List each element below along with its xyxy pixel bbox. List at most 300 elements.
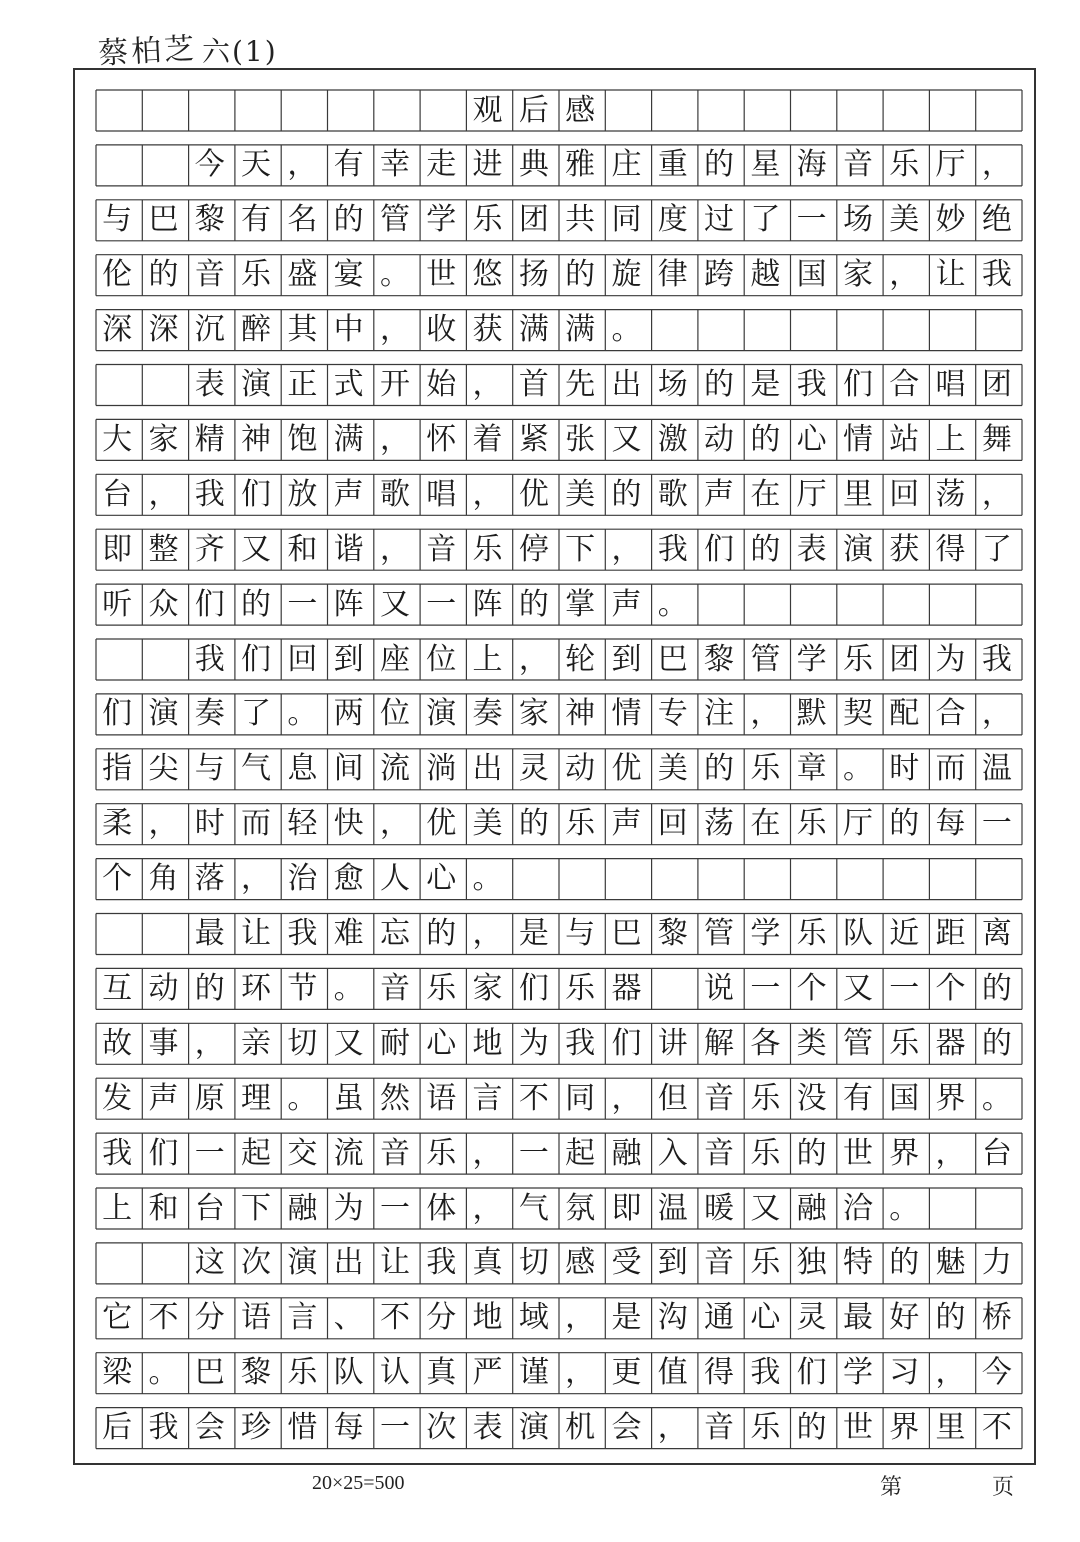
grid-char: 激	[657, 421, 688, 457]
grid-char: 节	[287, 970, 318, 1006]
grid-char	[94, 365, 140, 406]
grid-char: 有	[333, 147, 364, 183]
grid-char: 乐	[287, 1355, 318, 1391]
grid-char: 乐	[889, 147, 920, 183]
grid-char: 是	[750, 367, 781, 402]
grid-char: 阵	[472, 586, 503, 622]
grid-char: 巴	[611, 916, 642, 951]
grid-char: 乐	[750, 1410, 781, 1446]
grid-char: 典	[518, 147, 549, 183]
grid-char: 开	[379, 367, 410, 402]
grid-char: 的	[565, 257, 596, 293]
grid-char: 台	[194, 1190, 225, 1226]
grid-char: 位	[426, 641, 457, 677]
grid-char: 语	[241, 1300, 272, 1336]
grid-char: 融	[796, 1190, 827, 1226]
grid-char: 优	[611, 751, 642, 787]
grid-char	[418, 90, 464, 131]
grid-char: 心	[426, 861, 457, 897]
grid-char: 真	[472, 1245, 503, 1281]
grid-char: 然	[379, 1080, 410, 1116]
grid-char: 紧	[518, 421, 549, 457]
grid-char: 融	[611, 1135, 642, 1171]
grid-char: 了	[241, 696, 272, 732]
grid-char: 与	[565, 916, 596, 951]
grid-char: 一	[518, 1135, 549, 1171]
grid-char: 观	[472, 92, 503, 128]
grid-char: 动	[148, 970, 179, 1006]
grid-char: 乐	[472, 531, 503, 567]
grid-char: 深	[148, 312, 179, 348]
grid-char: 为	[518, 1025, 549, 1061]
grid-char: 。	[287, 1080, 318, 1116]
grid-char: 和	[287, 531, 318, 567]
grid-char: 温	[657, 1190, 688, 1226]
grid-char: 后	[518, 92, 549, 128]
grid-char: 声	[611, 806, 642, 842]
grid-char: 起	[565, 1135, 596, 1171]
grid-char: 我	[750, 1355, 781, 1391]
grid-char	[140, 914, 186, 955]
essay-grid	[94, 90, 1020, 1462]
grid-char: 独	[796, 1245, 827, 1281]
grid-char: 一	[379, 1410, 410, 1446]
grid-char: 乐	[426, 1135, 457, 1171]
grid-char: 音	[704, 1410, 735, 1446]
grid-char: 。	[657, 586, 688, 622]
grid-char: 发	[102, 1080, 133, 1116]
grid-char: 演	[518, 1410, 549, 1446]
grid-char: 是	[611, 1300, 642, 1336]
grid-char: 一	[750, 970, 781, 1006]
grid-char: 得	[935, 531, 966, 567]
grid-char: 们	[241, 476, 272, 512]
grid-char: 魅	[935, 1245, 966, 1281]
grid-char: 演	[842, 531, 873, 567]
grid-char: 们	[194, 586, 225, 622]
grid-char: 满	[565, 312, 596, 348]
grid-char: 越	[750, 257, 781, 293]
grid-char: 机	[565, 1410, 596, 1446]
grid-char: 力	[981, 1245, 1012, 1281]
grid-char: 解	[704, 1025, 735, 1061]
grid-char: 我	[148, 1410, 179, 1446]
grid-char: 的	[981, 1025, 1012, 1061]
grid-char: 乐	[842, 641, 873, 677]
grid-char: 优	[426, 806, 457, 842]
grid-char: 的	[981, 970, 1012, 1006]
grid-char: 唱	[935, 367, 966, 402]
grid-char: 团	[518, 202, 549, 238]
grid-char: 乐	[750, 1135, 781, 1171]
grid-char: 们	[704, 531, 735, 567]
grid-char: 到	[657, 1245, 688, 1281]
grid-char: ，	[379, 421, 410, 457]
grid-char: 更	[611, 1355, 642, 1391]
grid-char: 听	[102, 586, 133, 622]
grid-char: 温	[981, 751, 1012, 787]
grid-char: 快	[333, 806, 364, 842]
grid-char: 沟	[657, 1300, 688, 1336]
grid-char: 优	[518, 476, 549, 512]
grid-char: 了	[981, 531, 1012, 567]
grid-char: 乐	[472, 202, 503, 238]
grid-char: 暖	[704, 1190, 735, 1226]
grid-char: 的	[518, 806, 549, 842]
grid-char: 美	[565, 476, 596, 512]
grid-char: 黎	[657, 916, 688, 951]
grid-char: 饱	[287, 421, 318, 457]
grid-char: 我	[194, 641, 225, 677]
grid-char: 离	[981, 916, 1012, 951]
grid-char: 耐	[379, 1025, 410, 1061]
grid-char: 幸	[379, 147, 410, 183]
grid-char: 交	[287, 1135, 318, 1171]
grid-char: 域	[518, 1300, 549, 1336]
grid-char: 又	[750, 1190, 781, 1226]
grid-char: 不	[981, 1410, 1012, 1446]
grid-char: 位	[379, 696, 410, 732]
grid-char	[140, 145, 186, 186]
grid-char: ，	[565, 1355, 596, 1391]
grid-char: 场	[842, 202, 873, 238]
grid-char: 里	[935, 1410, 966, 1446]
grid-char: 环	[241, 970, 272, 1006]
grid-char: ，	[981, 147, 1012, 183]
grid-char: ，	[611, 1080, 642, 1116]
grid-char: 先	[565, 367, 596, 402]
grid-char: 而	[935, 751, 966, 787]
grid-char: 契	[842, 696, 873, 732]
grid-char: 世	[426, 257, 457, 293]
grid-char: 界	[889, 1135, 920, 1171]
grid-char: 值	[657, 1355, 688, 1391]
page-label-prefix: 第	[880, 1475, 903, 1500]
grid-char: 角	[148, 861, 179, 897]
grid-char: 收	[426, 312, 457, 348]
grid-char: 巴	[194, 1355, 225, 1391]
grid-char: 次	[241, 1245, 272, 1281]
grid-char: 进	[472, 147, 503, 183]
grid-char: 。	[889, 1190, 920, 1226]
grid-char: 认	[379, 1355, 410, 1391]
grid-char: 精	[194, 421, 225, 457]
grid-char: 难	[333, 916, 364, 951]
grid-char: 厅	[842, 806, 873, 842]
grid-char: 灵	[518, 751, 549, 787]
grid-char: 获	[889, 531, 920, 567]
grid-char: 融	[287, 1190, 318, 1226]
grid-char: 。	[981, 1080, 1012, 1116]
grid-char: 声	[611, 586, 642, 622]
grid-char: 理	[241, 1080, 272, 1116]
grid-char: 悠	[472, 257, 503, 293]
grid-char: 珍	[241, 1410, 272, 1446]
grid-char: 严	[472, 1355, 503, 1391]
grid-char: 管	[750, 641, 781, 677]
grid-char: 共	[565, 202, 596, 238]
grid-char: 通	[704, 1300, 735, 1336]
grid-char: 学	[842, 1355, 873, 1391]
grid-char: 队	[842, 916, 873, 951]
grid-char: 得	[704, 1355, 735, 1391]
grid-char: 整	[148, 531, 179, 567]
grid-char: 获	[472, 312, 503, 348]
grid-char: 场	[657, 367, 688, 402]
grid-char: 乐	[750, 751, 781, 787]
grid-char: 互	[102, 970, 133, 1006]
grid-char: 息	[287, 751, 318, 787]
grid-char: 世	[842, 1410, 873, 1446]
grid-char: 一	[889, 970, 920, 1006]
grid-char: 我	[426, 1245, 457, 1281]
grid-char: 乐	[565, 806, 596, 842]
grid-char	[233, 90, 279, 131]
grid-char: 出	[611, 367, 642, 402]
grid-char: 们	[102, 696, 133, 732]
grid-char: 出	[333, 1245, 364, 1281]
grid-char: 台	[981, 1135, 1012, 1171]
grid-char: 会	[611, 1410, 642, 1446]
grid-char: ，	[657, 1410, 688, 1446]
grid-char: 着	[472, 421, 503, 457]
grid-char: 美	[657, 751, 688, 787]
grid-char: 合	[935, 696, 966, 732]
grid-char: 家	[842, 257, 873, 293]
grid-char: 次	[426, 1410, 457, 1446]
grid-char: 们	[148, 1135, 179, 1171]
grid-char: 又	[333, 1025, 364, 1061]
grid-char: 地	[472, 1025, 503, 1061]
grid-char: 的	[611, 476, 642, 512]
grid-char: 淌	[426, 751, 457, 787]
grid-char: 动	[565, 751, 596, 787]
grid-char: 没	[796, 1080, 827, 1116]
grid-char: 在	[750, 476, 781, 512]
grid-char	[140, 365, 186, 406]
grid-char: 庄	[611, 147, 642, 183]
grid-char: 巴	[148, 202, 179, 238]
grid-char: 落	[194, 861, 225, 897]
grid-char: 人	[379, 861, 410, 897]
grid-char: 满	[518, 312, 549, 348]
grid-char: 时	[194, 806, 225, 842]
grid-char: 的	[241, 586, 272, 622]
grid-char: 谨	[518, 1355, 549, 1391]
grid-char: 式	[333, 367, 364, 402]
grid-char: 情	[611, 696, 642, 732]
grid-char: 学	[750, 916, 781, 951]
grid-char: 今	[981, 1355, 1012, 1391]
grid-char: 放	[287, 476, 318, 512]
grid-char: 音	[704, 1135, 735, 1171]
grid-char: 厅	[935, 147, 966, 183]
grid-char	[279, 90, 325, 131]
grid-char: 的	[704, 751, 735, 787]
grid-char: 演	[426, 696, 457, 732]
grid-char: 度	[657, 202, 688, 238]
grid-char: ，	[981, 476, 1012, 512]
grid-char: 后	[102, 1410, 133, 1446]
grid-char: 学	[796, 641, 827, 677]
page-label-suffix: 页	[992, 1475, 1015, 1500]
grid-char: 同	[565, 1080, 596, 1116]
grid-char: ，	[565, 1300, 596, 1336]
grid-char: 天	[241, 147, 272, 183]
grid-char	[94, 914, 140, 955]
grid-char: 的	[704, 367, 735, 402]
grid-char: 是	[518, 916, 549, 951]
grid-char: 的	[796, 1410, 827, 1446]
grid-char: 演	[287, 1245, 318, 1281]
grid-char: 不	[379, 1300, 410, 1336]
grid-char: 沉	[194, 312, 225, 348]
grid-char: 的	[426, 916, 457, 951]
grid-char: 的	[889, 806, 920, 842]
grid-char: 海	[796, 147, 827, 183]
grid-char: 的	[333, 202, 364, 238]
grid-char: 音	[704, 1245, 735, 1281]
grid-char: 这	[194, 1245, 225, 1281]
grid-char: 合	[889, 367, 920, 402]
grid-char: 。	[472, 861, 503, 897]
grid-char: 尖	[148, 751, 179, 787]
grid-char: 不	[518, 1080, 549, 1116]
grid-char: 们	[518, 970, 549, 1006]
grid-char: ，	[472, 367, 503, 402]
grid-char: 体	[426, 1190, 457, 1226]
grid-char: 正	[287, 367, 318, 402]
grid-char: 特	[842, 1245, 873, 1281]
grid-char	[140, 90, 186, 131]
grid-char: 同	[611, 202, 642, 238]
grid-char: 乐	[241, 257, 272, 293]
grid-char: 盛	[287, 257, 318, 293]
grid-char: 座	[379, 641, 410, 677]
grid-char: 器	[611, 970, 642, 1006]
grid-char: 宴	[333, 257, 364, 293]
grid-char: 地	[472, 1300, 503, 1336]
grid-char: 我	[981, 641, 1012, 677]
grid-char: 醉	[241, 312, 272, 348]
grid-char: 一	[379, 1190, 410, 1226]
grid-char: 表	[796, 531, 827, 567]
grid-char: 最	[194, 916, 225, 951]
grid-char: 的	[796, 1135, 827, 1171]
grid-char: 表	[194, 367, 225, 402]
grid-char: 每	[935, 806, 966, 842]
grid-char: 音	[426, 531, 457, 567]
grid-char: 神	[241, 421, 272, 457]
grid-char: 演	[241, 367, 272, 402]
grid-char: 。	[842, 751, 873, 787]
grid-char: 音	[379, 970, 410, 1006]
grid-char: 流	[333, 1135, 364, 1171]
grid-char: 真	[426, 1355, 457, 1391]
grid-char: 灵	[796, 1300, 827, 1336]
grid-char: 的	[518, 586, 549, 622]
grid-char	[94, 145, 140, 186]
grid-char: 音	[704, 1080, 735, 1116]
grid-char: 怀	[426, 421, 457, 457]
grid-char: 到	[611, 641, 642, 677]
grid-char: 了	[750, 202, 781, 238]
grid-char: 治	[287, 861, 318, 897]
grid-char: 故	[102, 1025, 133, 1061]
grid-char: 又	[842, 970, 873, 1006]
grid-char: 歌	[657, 476, 688, 512]
grid-char: 首	[518, 367, 549, 402]
grid-char: 心	[750, 1300, 781, 1336]
grid-char	[326, 90, 372, 131]
grid-char: 的	[889, 1245, 920, 1281]
grid-char: 演	[148, 696, 179, 732]
grid-char: 黎	[194, 202, 225, 238]
grid-char: 界	[889, 1410, 920, 1446]
grid-char: 美	[472, 806, 503, 842]
grid-char: ，	[518, 641, 549, 677]
grid-char: 上	[472, 641, 503, 677]
grid-char: ，	[379, 531, 410, 567]
grid-char: 注	[704, 696, 735, 732]
grid-char: 。	[379, 257, 410, 293]
grid-char: 出	[472, 751, 503, 787]
grid-char: 张	[565, 421, 596, 457]
grid-char: 伦	[102, 257, 133, 293]
grid-char: 星	[750, 147, 781, 183]
grid-char: 阵	[333, 586, 364, 622]
grid-char: 让	[379, 1245, 410, 1281]
grid-char: 过	[704, 202, 735, 238]
grid-char: 事	[148, 1025, 179, 1061]
grid-char: 距	[935, 916, 966, 951]
grid-char: 黎	[704, 641, 735, 677]
grid-char: 表	[472, 1410, 503, 1446]
grid-char: 默	[796, 696, 827, 732]
grid-char: 好	[889, 1300, 920, 1336]
grid-char: 个	[102, 861, 133, 897]
grid-char: 虽	[333, 1080, 364, 1116]
grid-char: 回	[287, 641, 318, 677]
grid-char: 上	[102, 1190, 133, 1226]
grid-char: 团	[981, 367, 1012, 402]
grid-char: 舞	[981, 421, 1012, 457]
grid-char: 情	[842, 421, 873, 457]
grid-char: 走	[426, 147, 457, 183]
grid-char: 轻	[287, 806, 318, 842]
grid-char: 入	[657, 1135, 688, 1171]
grid-char: 又	[611, 421, 642, 457]
grid-char: 梁	[102, 1355, 133, 1391]
grid-char: ，	[472, 476, 503, 512]
grid-char: 管	[842, 1025, 873, 1061]
grid-char: 、	[333, 1300, 364, 1336]
grid-char: 团	[889, 641, 920, 677]
grid-char: 。	[148, 1355, 179, 1391]
grid-char: 又	[241, 531, 272, 567]
grid-char: 律	[657, 257, 688, 293]
grid-char: 为	[935, 641, 966, 677]
grid-char: 说	[704, 970, 735, 1006]
grid-char: 声	[148, 1080, 179, 1116]
grid-char: 雅	[565, 147, 596, 183]
grid-char: 但	[657, 1080, 688, 1116]
grid-char: ，	[750, 696, 781, 732]
grid-char: 柔	[102, 806, 133, 842]
grid-char: 我	[102, 1135, 133, 1171]
grid-char: 它	[102, 1300, 133, 1336]
grid-char: 荡	[704, 806, 735, 842]
